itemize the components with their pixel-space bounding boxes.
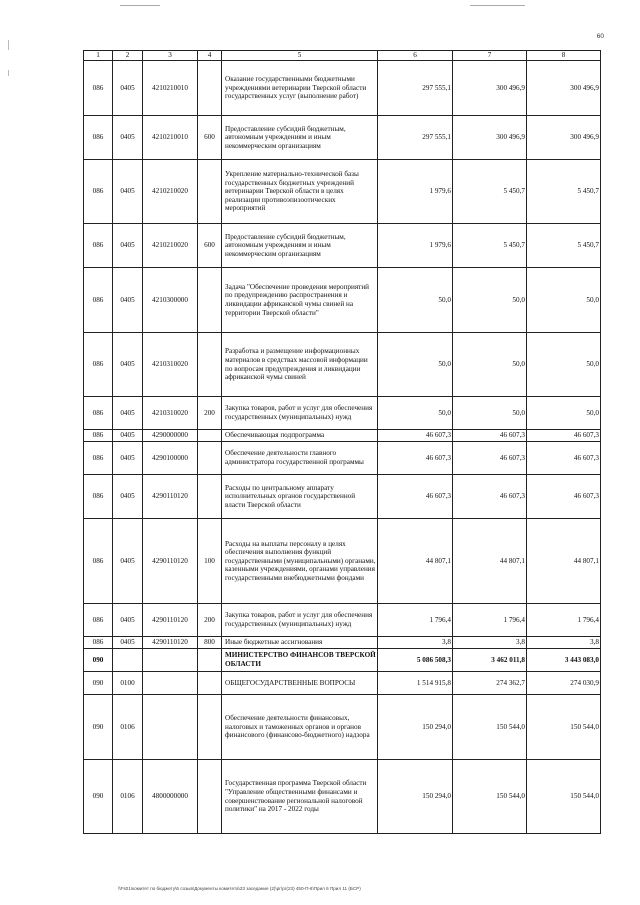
code-target-cell: 4210310020 [143,397,198,430]
amount-col7-cell: 3 462 011,8 [453,649,527,672]
table-row [84,637,601,649]
code-section-cell: 0405 [113,160,143,224]
amount-col6-cell: 150 294,0 [378,695,453,760]
amount-col8-cell: 300 496,9 [527,116,601,160]
code-admin-cell: 086 [84,61,113,116]
amount-col7-cell: 274 362,7 [453,672,527,695]
code-target-cell: 4210210010 [143,116,198,160]
amount-col7-cell: 50,0 [453,268,527,333]
code-expense-type-cell: 600 [198,116,222,160]
description-cell: Государственная программа Тверской области "Управление общественными финансами и совершенствование региональной налоговой политики" на 2017 - 2022 годы [222,760,378,834]
table-row [84,672,601,695]
table-row [84,442,601,475]
amount-col8-cell: 1 796,4 [527,604,601,637]
code-section-cell: 0405 [113,637,143,649]
description-cell: Расходы по центральному аппарату исполнительных органов государственной власти Тверской области [222,475,378,519]
code-admin-cell: 086 [84,637,113,649]
code-expense-type-cell: 600 [198,224,222,268]
amount-col8-cell: 50,0 [527,397,601,430]
amount-col7-cell: 300 496,9 [453,116,527,160]
description-cell: Обеспечение деятельности финансовых, налоговых и таможенных органов и органов финансового (финансово-бюджетного) надзора [222,695,378,760]
table-row [84,695,601,760]
amount-col6-cell: 3,8 [378,637,453,649]
amount-col7-cell: 46 607,3 [453,430,527,442]
code-target-cell: 4290110120 [143,475,198,519]
description-cell: Укрепление материально-технической базы государственных бюджетных учреждений ветеринарии Тверской области в целях реализации противоэпизоотических мероприятий [222,160,378,224]
amount-col6-cell: 1 796,4 [378,604,453,637]
header-cell: 3 [143,51,198,61]
amount-col8-cell: 3,8 [527,637,601,649]
amount-col7-cell: 5 450,7 [453,224,527,268]
table-row [84,333,601,397]
code-section-cell: 0405 [113,224,143,268]
description-cell: Разработка и размещение информационных материалов в средствах массовой информации по вопросам предупреждения и ликвидации африканской чумы свиней [222,333,378,397]
code-admin-cell: 086 [84,333,113,397]
amount-col6-cell: 1 514 915,8 [378,672,453,695]
header-cell: 6 [378,51,453,61]
amount-col7-cell: 5 450,7 [453,160,527,224]
description-cell: Задача "Обеспечение проведения мероприятий по предупреждению распространения и ликвидации африканской чумы свиней на территории Тверской области" [222,268,378,333]
code-target-cell: 4210210020 [143,160,198,224]
code-section-cell: 0100 [113,672,143,695]
footer-file-path: \\Fs01\комитет по бюджету\6 созыв\Документы комитета\23 заседание (2)\рг\рг(23) 450-П-6\Прил 6 Прил 11 (БСР) [118,886,361,891]
code-section-cell: 0405 [113,442,143,475]
description-cell: МИНИСТЕРСТВО ФИНАНСОВ ТВЕРСКОЙ ОБЛАСТИ [222,649,378,672]
code-section-cell: 0405 [113,519,143,604]
code-section-cell: 0405 [113,333,143,397]
margin-mark [8,70,9,76]
table-row [84,397,601,430]
code-admin-cell: 086 [84,268,113,333]
code-target-cell: 4290110120 [143,519,198,604]
header-row [84,51,601,61]
amount-col8-cell: 5 450,7 [527,160,601,224]
code-admin-cell: 086 [84,442,113,475]
header-cell: 4 [198,51,222,61]
amount-col7-cell: 46 607,3 [453,475,527,519]
table-row [84,430,601,442]
amount-col6-cell: 297 555,1 [378,61,453,116]
amount-col6-cell: 5 086 508,3 [378,649,453,672]
table-row [84,760,601,834]
amount-col7-cell: 3,8 [453,637,527,649]
amount-col8-cell: 50,0 [527,268,601,333]
code-admin-cell: 086 [84,160,113,224]
table-row [84,224,601,268]
description-cell: Оказание государственными бюджетными учреждениями ветеринарии Тверской области государственных услуг (выполнение работ) [222,61,378,116]
code-section-cell: 0405 [113,604,143,637]
code-expense-type-cell [198,61,222,116]
header-cell: 8 [527,51,601,61]
code-admin-cell: 086 [84,519,113,604]
code-expense-type-cell [198,160,222,224]
code-target-cell [143,649,198,672]
amount-col6-cell: 50,0 [378,397,453,430]
code-expense-type-cell [198,333,222,397]
code-section-cell: 0106 [113,695,143,760]
code-target-cell: 4290100000 [143,442,198,475]
code-section-cell: 0405 [113,397,143,430]
code-admin-cell: 090 [84,760,113,834]
amount-col7-cell: 150 544,0 [453,695,527,760]
amount-col6-cell: 150 294,0 [378,760,453,834]
header-cell: 7 [453,51,527,61]
code-expense-type-cell [198,672,222,695]
header-cell: 2 [113,51,143,61]
code-target-cell: 4800000000 [143,760,198,834]
code-target-cell: 4210210020 [143,224,198,268]
amount-col8-cell: 50,0 [527,333,601,397]
description-cell: ОБЩЕГОСУДАРСТВЕННЫЕ ВОПРОСЫ [222,672,378,695]
code-target-cell: 4210300000 [143,268,198,333]
header-cell: 1 [84,51,113,61]
description-cell: Предоставление субсидий бюджетным, автономным учреждениям и иным некоммерческим организациям [222,116,378,160]
code-section-cell: 0405 [113,268,143,333]
code-expense-type-cell [198,268,222,333]
code-admin-cell: 086 [84,116,113,160]
code-admin-cell: 086 [84,397,113,430]
code-expense-type-cell [198,430,222,442]
description-cell: Закупка товаров, работ и услуг для обеспечения государственных (муниципальных) нужд [222,604,378,637]
amount-col8-cell: 46 607,3 [527,442,601,475]
amount-col8-cell: 150 544,0 [527,695,601,760]
code-admin-cell: 086 [84,475,113,519]
amount-col7-cell: 300 496,9 [453,61,527,116]
amount-col8-cell: 300 496,9 [527,61,601,116]
code-admin-cell: 090 [84,672,113,695]
code-expense-type-cell [198,695,222,760]
amount-col6-cell: 50,0 [378,333,453,397]
amount-col6-cell: 1 979,6 [378,160,453,224]
table-row [84,604,601,637]
amount-col8-cell: 150 544,0 [527,760,601,834]
description-cell: Обеспечивающая подпрограмма [222,430,378,442]
description-cell: Обеспечение деятельности главного администратора государственной программы [222,442,378,475]
code-section-cell: 0405 [113,61,143,116]
amount-col6-cell: 44 807,1 [378,519,453,604]
amount-col6-cell: 46 607,3 [378,430,453,442]
amount-col8-cell: 46 607,3 [527,430,601,442]
code-target-cell: 4290110120 [143,637,198,649]
description-cell: Предоставление субсидий бюджетным, автономным учреждениям и иным некоммерческим организациям [222,224,378,268]
amount-col8-cell: 274 030,9 [527,672,601,695]
table-body [84,61,601,834]
scan-artifact [120,5,160,6]
code-section-cell: 0405 [113,430,143,442]
amount-col8-cell: 46 607,3 [527,475,601,519]
code-expense-type-cell: 200 [198,604,222,637]
amount-col7-cell: 46 607,3 [453,442,527,475]
amount-col7-cell: 150 544,0 [453,760,527,834]
code-section-cell: 0106 [113,760,143,834]
table-row [84,61,601,116]
code-admin-cell: 086 [84,224,113,268]
margin-mark [8,40,9,50]
amount-col6-cell: 46 607,3 [378,475,453,519]
amount-col8-cell: 44 807,1 [527,519,601,604]
description-cell: Иные бюджетные ассигнования [222,637,378,649]
amount-col7-cell: 1 796,4 [453,604,527,637]
amount-col6-cell: 297 555,1 [378,116,453,160]
code-expense-type-cell: 100 [198,519,222,604]
code-admin-cell: 090 [84,649,113,672]
code-section-cell: 0405 [113,116,143,160]
table-row [84,160,601,224]
description-cell: Закупка товаров, работ и услуг для обеспечения государственных (муниципальных) нужд [222,397,378,430]
table-row [84,475,601,519]
code-target-cell [143,672,198,695]
amount-col7-cell: 50,0 [453,397,527,430]
code-expense-type-cell [198,475,222,519]
code-target-cell: 4210210010 [143,61,198,116]
table-row [84,268,601,333]
table-row [84,519,601,604]
table-row [84,116,601,160]
code-admin-cell: 086 [84,430,113,442]
code-target-cell: 4290000000 [143,430,198,442]
description-cell: Расходы на выплаты персоналу в целях обеспечения выполнения функций государственными (муниципальными) органами, казенными учреждениями, органами управления государственными внебюджетными фондами [222,519,378,604]
amount-col7-cell: 50,0 [453,333,527,397]
scan-artifact [470,5,525,6]
amount-col6-cell: 1 979,6 [378,224,453,268]
code-target-cell: 4290110120 [143,604,198,637]
code-expense-type-cell [198,760,222,834]
amount-col7-cell: 44 807,1 [453,519,527,604]
code-admin-cell: 090 [84,695,113,760]
code-expense-type-cell: 200 [198,397,222,430]
code-target-cell: 4210310020 [143,333,198,397]
amount-col8-cell: 5 450,7 [527,224,601,268]
code-admin-cell: 086 [84,604,113,637]
code-section-cell: 0405 [113,475,143,519]
code-target-cell [143,695,198,760]
code-expense-type-cell [198,649,222,672]
code-section-cell [113,649,143,672]
amount-col6-cell: 46 607,3 [378,442,453,475]
page-number: 60 [596,33,604,40]
amount-col8-cell: 3 443 083,0 [527,649,601,672]
table-row [84,649,601,672]
header-cell: 5 [222,51,378,61]
budget-table [83,50,601,834]
amount-col6-cell: 50,0 [378,268,453,333]
code-expense-type-cell [198,442,222,475]
code-expense-type-cell: 800 [198,637,222,649]
